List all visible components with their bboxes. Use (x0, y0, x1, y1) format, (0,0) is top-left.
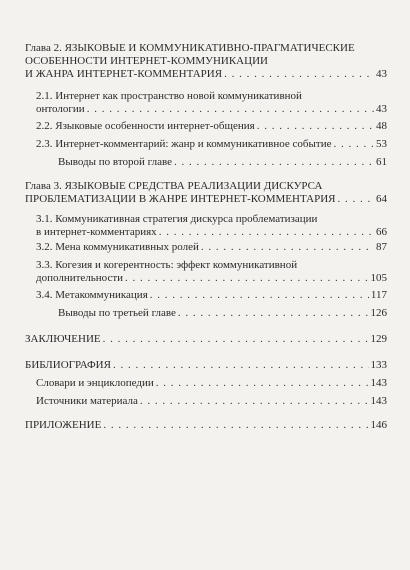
conclusion-title: ЗАКЛЮЧЕНИЕ (25, 333, 101, 345)
chapter-title-line: Глава 2. ЯЗЫКОВЫЕ И КОММУНИКАТИВНО-ПРАГМАТИЧЕСКИЕ (25, 42, 355, 54)
page-number: 43 (376, 103, 387, 115)
dot-leader (159, 226, 374, 239)
toc-section-2-1 (36, 90, 387, 116)
bibliography-title: БИБЛИОГРАФИЯ (25, 359, 111, 371)
toc-conclusion (25, 333, 387, 346)
toc-chapter-3 (25, 180, 387, 206)
dot-leader (103, 419, 368, 432)
section-title-line: в интернет-комментариях (36, 226, 157, 238)
chapter-title-line: И ЖАНРА ИНТЕРНЕТ-КОММЕНТАРИЯ (25, 68, 223, 80)
section-title: 3.2. Мена коммуникативных ролей (36, 241, 199, 253)
section-title: Источники материала (36, 395, 138, 407)
section-title-line: 2.1. Интернет как пространство новой коммуникативной (36, 90, 302, 102)
dot-leader (337, 193, 374, 206)
page-number: 87 (376, 241, 387, 253)
dot-leader (140, 395, 369, 408)
dot-leader (174, 156, 374, 169)
toc-section-3-1 (36, 213, 387, 239)
page-number: 48 (376, 120, 387, 132)
page-number: 43 (376, 68, 387, 80)
dot-leader (113, 359, 369, 372)
section-title: 3.4. Метакоммуникация (36, 289, 148, 301)
toc-dictionaries (36, 377, 387, 390)
page-number: 143 (370, 395, 387, 407)
dot-leader (178, 307, 369, 320)
dot-leader (87, 103, 374, 116)
page-number: 53 (376, 138, 387, 150)
dot-leader (103, 333, 369, 346)
section-title: Выводы по третьей главе (58, 307, 176, 319)
page-number: 61 (376, 156, 387, 168)
dot-leader (333, 138, 374, 151)
dot-leader (125, 272, 368, 285)
toc-section-2-3 (36, 138, 387, 151)
page-number: 143 (370, 377, 387, 389)
section-title: 2.2. Языковые особенности интернет-общения (36, 120, 255, 132)
dot-leader (201, 241, 374, 254)
toc-bibliography (25, 359, 387, 372)
chapter-title-line: ОСОБЕННОСТИ ИНТЕРНЕТ-КОММУНИКАЦИИ (25, 55, 268, 67)
section-title-line: дополнительности (36, 272, 124, 284)
toc-section-3-3 (36, 259, 387, 285)
page-number: 146 (370, 419, 387, 431)
section-title: Словари и энциклопедии (36, 377, 154, 389)
page-number: 126 (370, 307, 387, 319)
page-number: 133 (370, 359, 387, 371)
toc-appendix (25, 419, 387, 432)
toc-summary-chapter-3 (58, 307, 387, 320)
chapter-title-line: Глава 3. ЯЗЫКОВЫЕ СРЕДСТВА РЕАЛИЗАЦИИ ДИСКУРСА (25, 180, 323, 192)
section-title: 2.3. Интернет-комментарий: жанр и коммуникативное событие (36, 138, 332, 150)
dot-leader (257, 120, 374, 133)
toc-summary-chapter-2 (58, 156, 387, 169)
toc-sources (36, 395, 387, 408)
section-title-line: 3.3. Когезия и когерентность: эффект коммуникативной (36, 259, 298, 271)
dot-leader (156, 377, 369, 390)
page-number: 64 (376, 193, 387, 205)
page-number: 105 (370, 272, 387, 284)
page-number: 117 (370, 289, 387, 301)
page-number: 66 (376, 226, 387, 238)
toc-section-2-2 (36, 120, 387, 133)
toc-section-3-2 (36, 241, 387, 254)
section-title-line: 3.1. Коммуникативная стратегия дискурса проблематизации (36, 213, 318, 225)
toc-section-3-4 (36, 289, 387, 302)
dot-leader (150, 289, 369, 302)
appendix-title: ПРИЛОЖЕНИЕ (25, 419, 102, 431)
dot-leader (224, 68, 374, 81)
section-title-line: онтологии (36, 103, 85, 115)
toc-chapter-2 (25, 42, 387, 81)
section-title: Выводы по второй главе (58, 156, 172, 168)
page-number: 129 (370, 333, 387, 345)
chapter-title-line: ПРОБЛЕМАТИЗАЦИИ В ЖАНРЕ ИНТЕРНЕТ-КОММЕНТАРИЯ (25, 193, 336, 205)
